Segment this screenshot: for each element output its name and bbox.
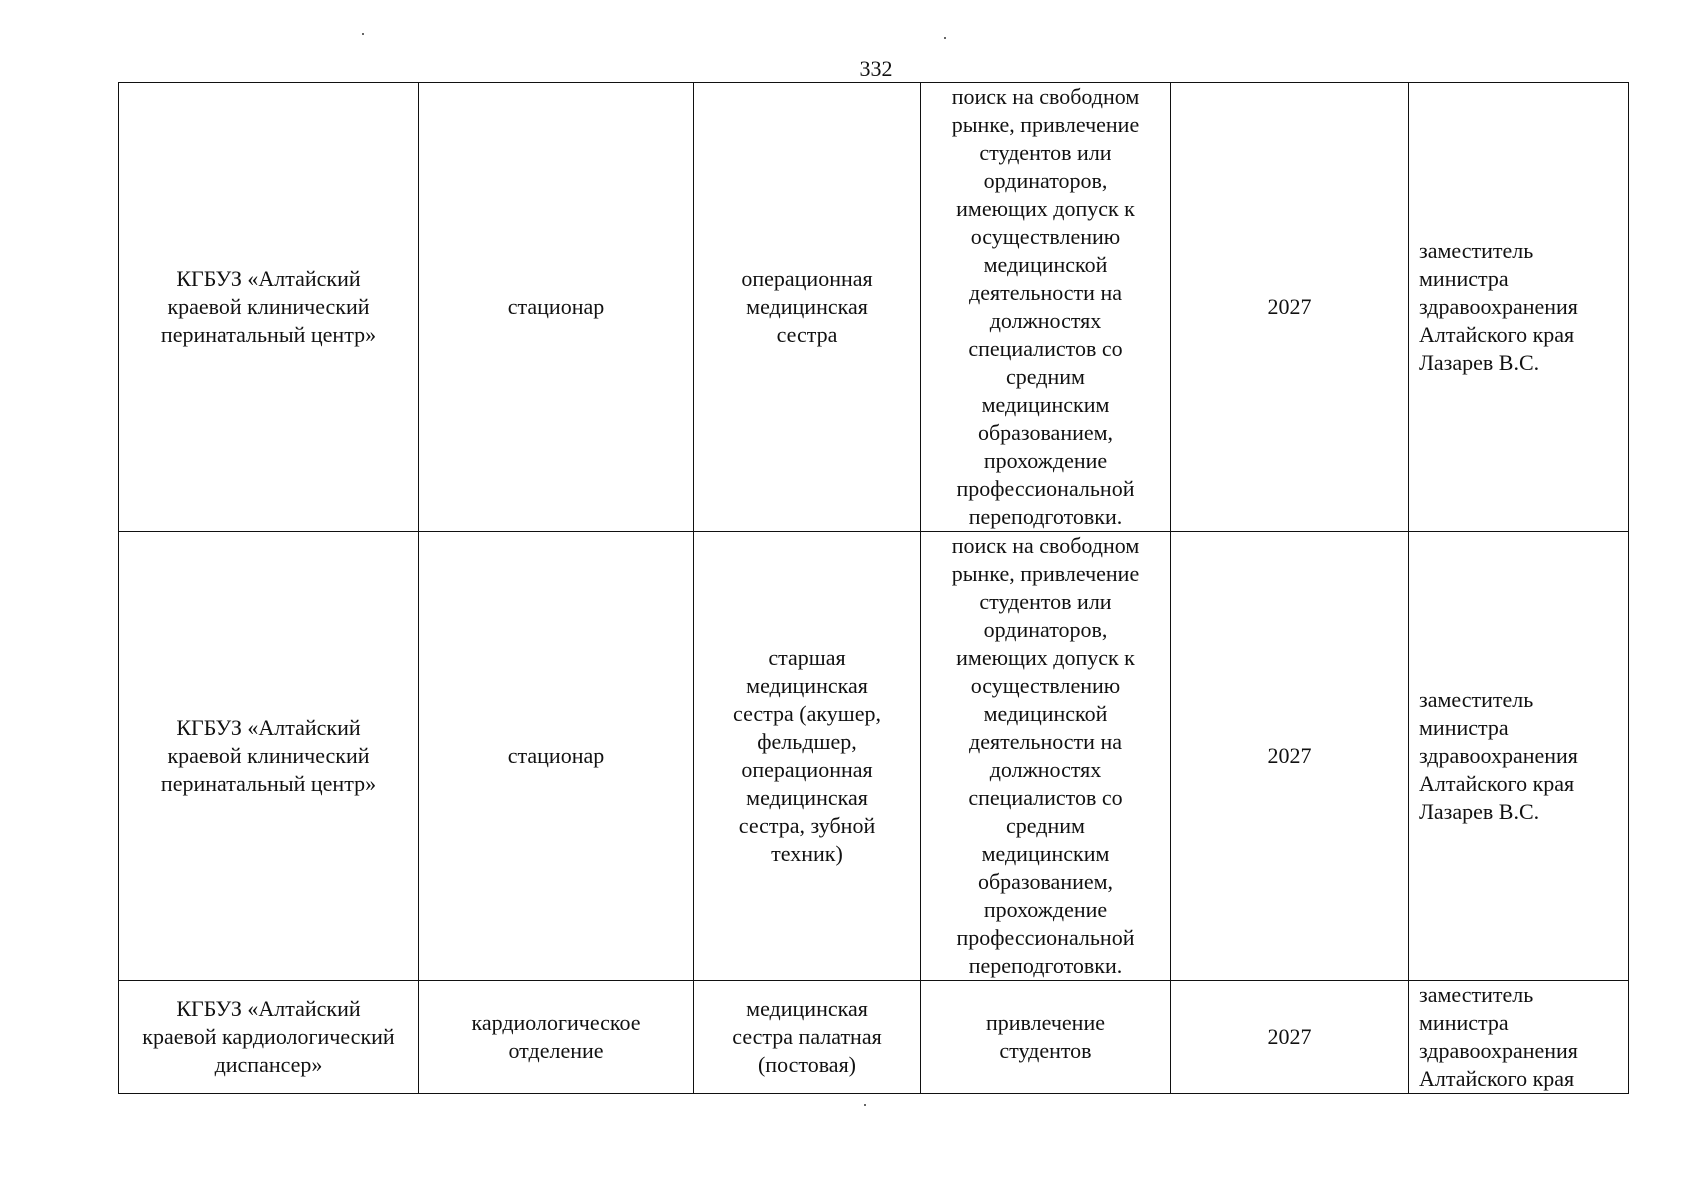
position-cell: медицинская сестра палатная (постовая) [694, 981, 921, 1094]
position-cell: операционная медицинская сестра [694, 83, 921, 532]
scan-speck [944, 37, 946, 39]
scan-speck [362, 33, 364, 35]
department-cell: стационар [419, 83, 694, 532]
year-cell: 2027 [1171, 981, 1409, 1094]
page-number: 332 [859, 56, 893, 81]
year-cell: 2027 [1171, 83, 1409, 532]
year-cell: 2027 [1171, 532, 1409, 981]
responsible-cell: заместитель министра здравоохранения Алтайского края [1409, 981, 1629, 1094]
measures-cell: привлечение студентов [921, 981, 1171, 1094]
organization-cell: КГБУЗ «Алтайский краевой клинический перинатальный центр» [119, 83, 419, 532]
table-row [119, 83, 1629, 532]
responsible-cell: заместитель министра здравоохранения Алтайского края Лазарев В.С. [1409, 532, 1629, 981]
organization-cell: КГБУЗ «Алтайский краевой клинический перинатальный центр» [119, 532, 419, 981]
measures-cell: поиск на свободном рынке, привлечение студентов или ординаторов, имеющих допуск к осуществлению медицинской деятельности на должностях специалистов со средним медицинским образованием, прохождение профессиональной переподготовки. [921, 532, 1171, 981]
measures-table [118, 82, 1629, 1094]
table-row [119, 981, 1629, 1094]
organization-cell: КГБУЗ «Алтайский краевой кардиологический диспансер» [119, 981, 419, 1094]
scan-speck [864, 1104, 866, 1106]
department-cell: кардиологическое отделение [419, 981, 694, 1094]
table-row [119, 532, 1629, 981]
department-cell: стационар [419, 532, 694, 981]
measures-cell: поиск на свободном рынке, привлечение студентов или ординаторов, имеющих допуск к осуществлению медицинской деятельности на должностях специалистов со средним медицинским образованием, прохождение профессиональной переподготовки. [921, 83, 1171, 532]
responsible-cell: заместитель министра здравоохранения Алтайского края Лазарев В.С. [1409, 83, 1629, 532]
position-cell: старшая медицинская сестра (акушер, фельдшер, операционная медицинская сестра, зубной техник) [694, 532, 921, 981]
